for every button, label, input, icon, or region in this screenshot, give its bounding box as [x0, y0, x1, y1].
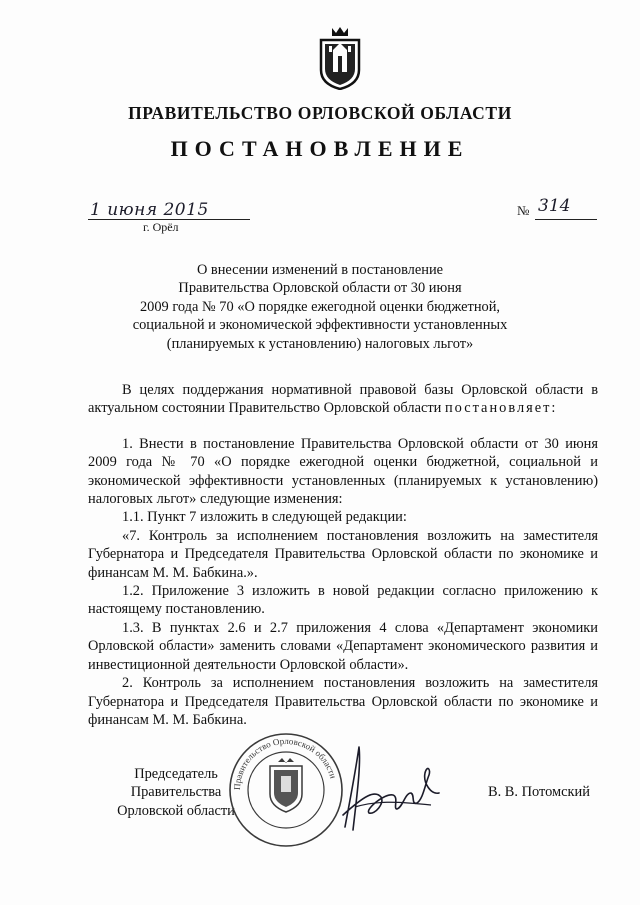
preamble-paragraph [88, 381, 598, 418]
resolves-word: постановляет: [444, 400, 558, 417]
document-body [88, 381, 598, 729]
official-seal-icon [226, 730, 346, 850]
subject-line: социальной и экономической эффективности установленных [132, 317, 508, 334]
handwritten-number: 314 [538, 196, 571, 216]
paragraph-1-1-quote: «7. Контроль за исполнением постановления возложить на заместителя Губернатора и Председателя Правительства Орловской области по экономике и финансам М. М. Бабкина.». [88, 527, 598, 581]
paragraph-1-1: 1.1. Пункт 7 изложить в следующей редакции: [122, 509, 407, 526]
paragraph-1: 1. Внести в постановление Правительства Орловской области от 30 июня 2009 года № 70 «О порядке ежегодной оценки бюджетной, социальной и экономической эффективности установленных (планируемых к установлению) налоговых льгот» следующие изменения: [88, 435, 598, 508]
signatory-title-line: Председатель Правительства [130, 766, 222, 801]
subject-line: О внесении изменений в постановление [196, 262, 444, 278]
subject-line: (планируемых к установлению) налоговых льгот» [166, 335, 474, 352]
preamble-text: В целях поддержания нормативной правовой базы Орловской области в актуальном состоянии Правительство Орловской области [88, 382, 598, 417]
coat-of-arms-icon [318, 24, 362, 90]
paragraph-2: 2. Контроль за исполнением постановления возложить на заместителя Губернатора и Председателя Правительства Орловской области по экономике и финансам М. М. Бабкина. [88, 675, 598, 728]
subject-line: Правительства Орловской области от 30 июня [178, 280, 462, 297]
document-subject [110, 261, 530, 353]
seal-text: Правительство Орловской области [231, 735, 339, 791]
number-underline [535, 219, 597, 220]
number-label: № [517, 203, 530, 218]
signatory-name: В. В. Потомский [488, 784, 590, 800]
paragraph-1-3: 1.3. В пунктах 2.6 и 2.7 приложения 4 слова «Департамент экономики Орловской области» заменить словами «Департамент экономического развития и инвестиционной деятельности Орловской области». [88, 619, 598, 673]
government-heading: ПРАВИТЕЛЬСТВО ОРЛОВСКОЙ ОБЛАСТИ [128, 103, 512, 123]
handwritten-date: 1 июня 2015 [90, 200, 209, 220]
subject-line: 2009 года № 70 «О порядке ежегодной оценки бюджетной, [139, 298, 501, 315]
signatory-title-line: Орловской области [117, 802, 235, 819]
handwritten-signature [335, 735, 445, 835]
paragraph-1-2: 1.2. Приложение 3 изложить в новой редакции согласно приложению к настоящему постановлению. [88, 583, 598, 618]
document-type-title: ПОСТАНОВЛЕНИЕ [170, 136, 470, 161]
city-label: г. Орёл [143, 220, 179, 234]
